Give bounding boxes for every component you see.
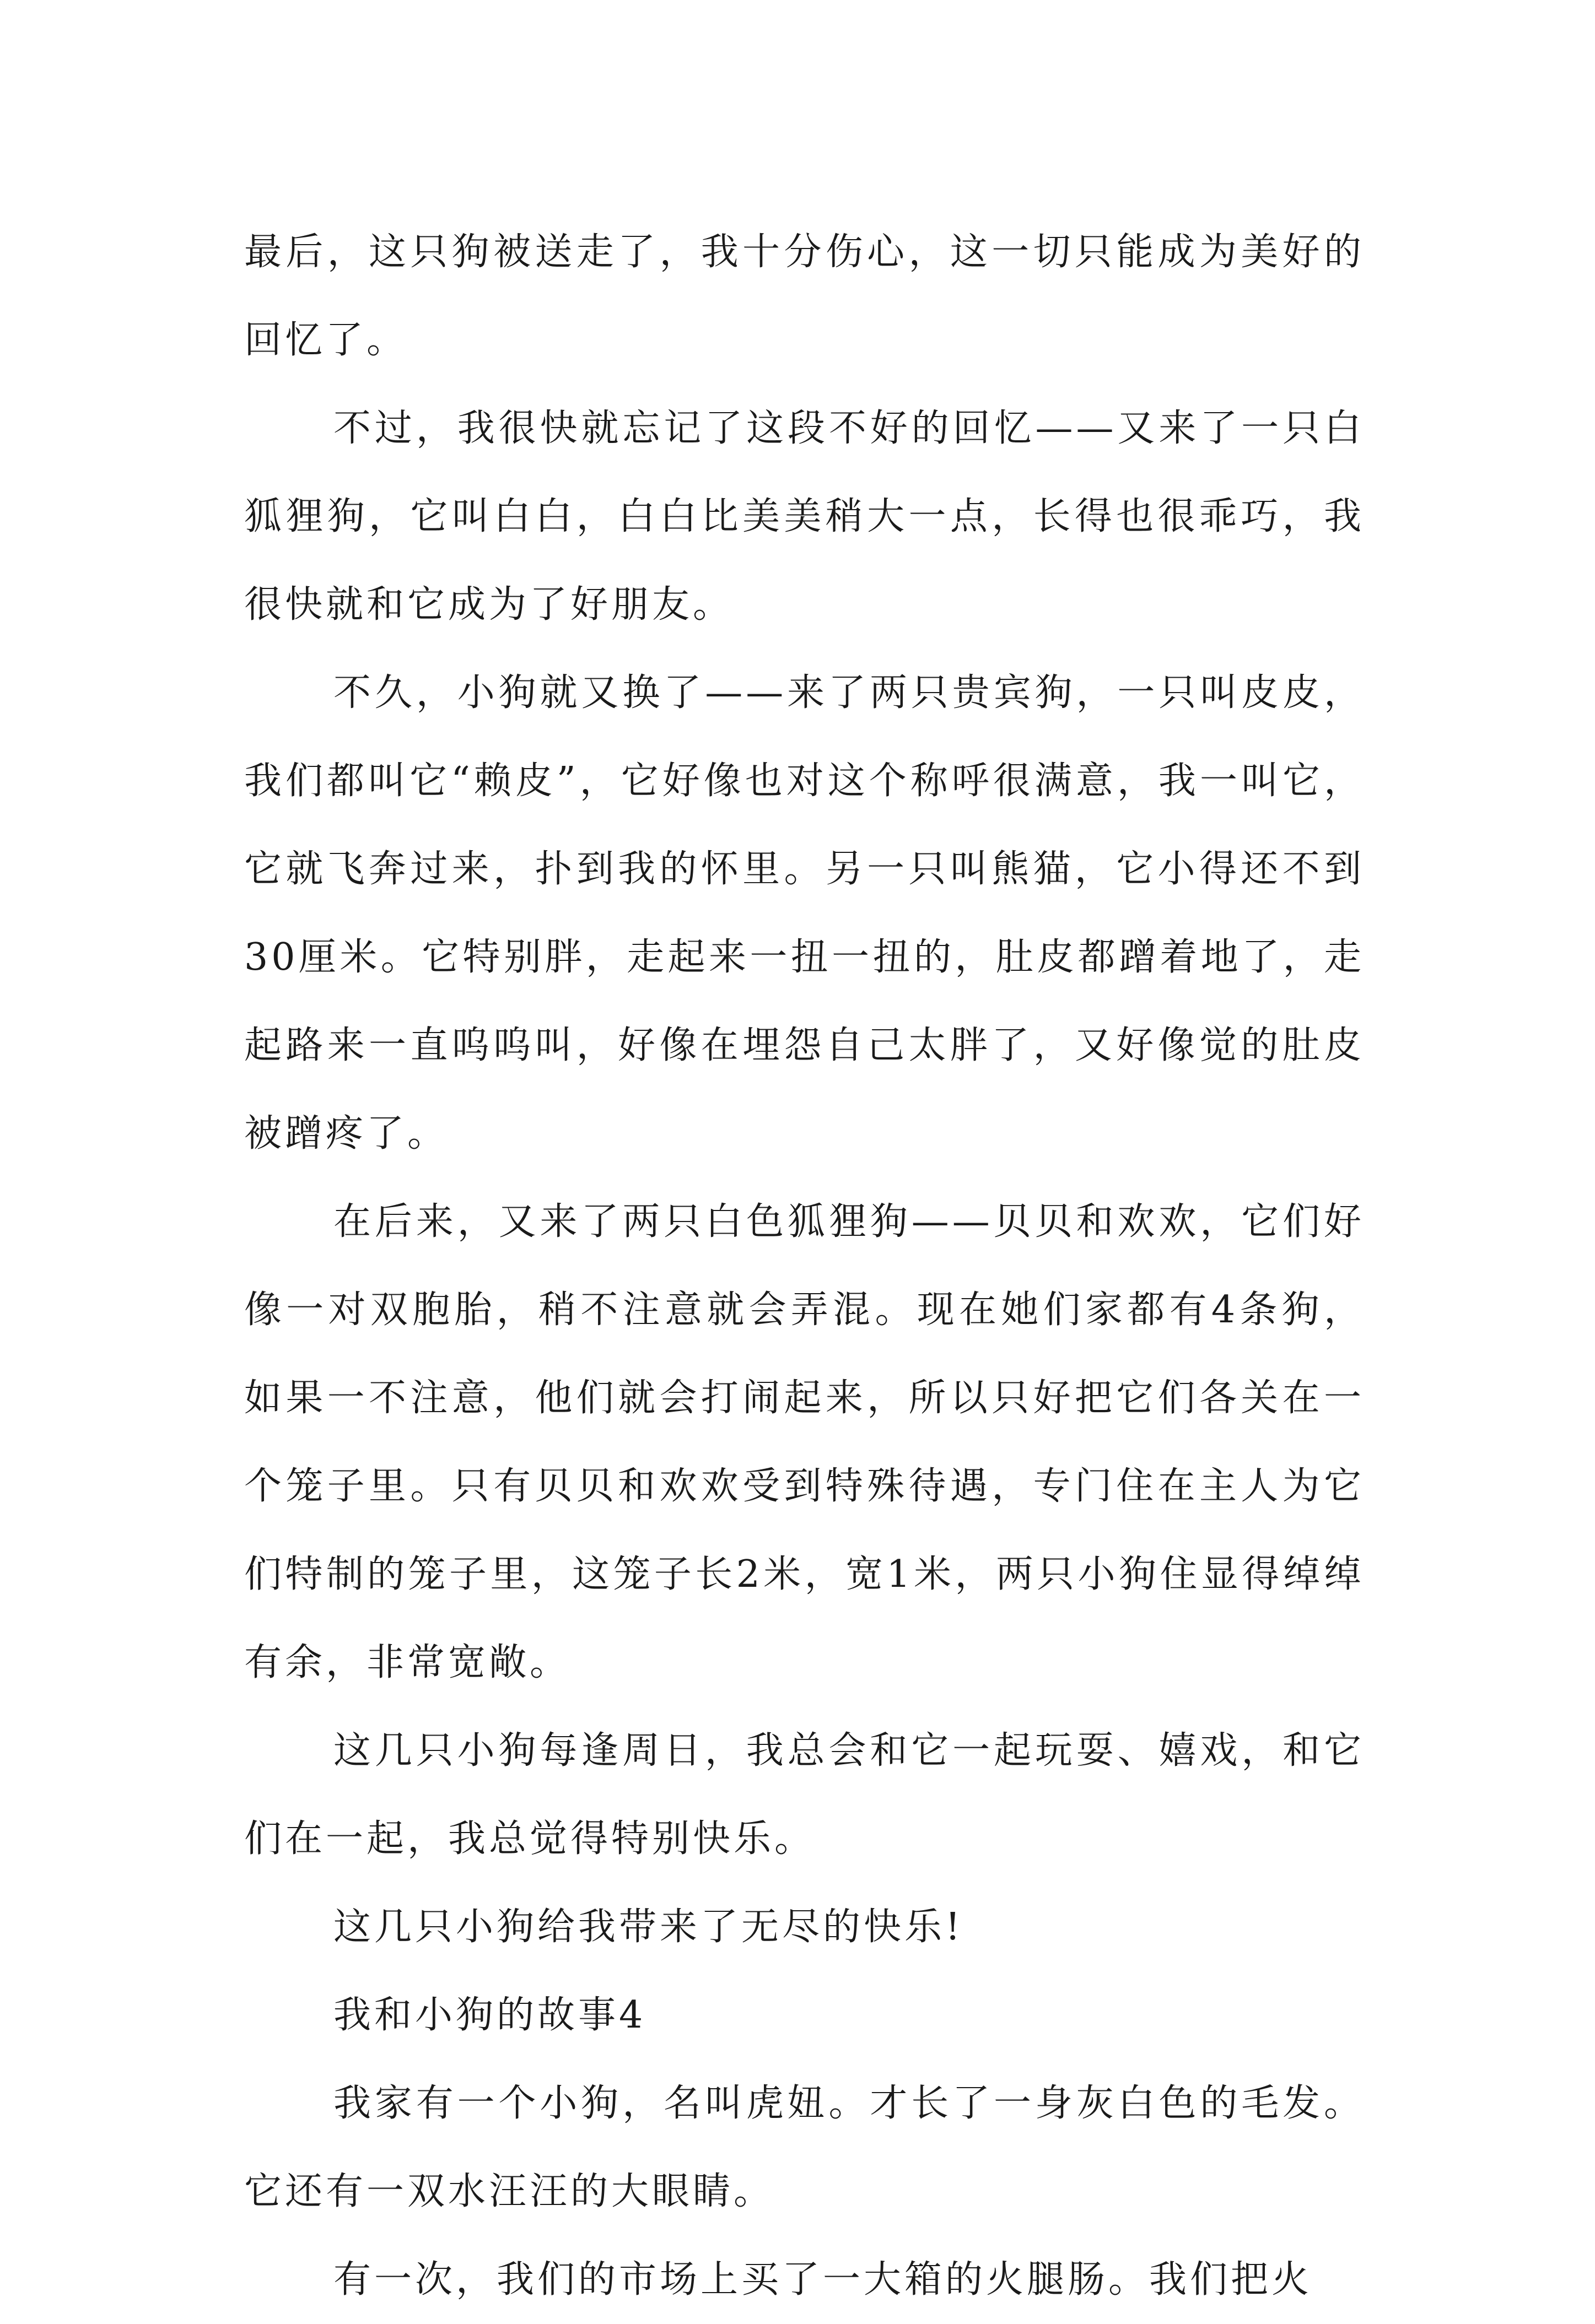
section-heading: 我和小狗的故事4 bbox=[333, 1993, 646, 2037]
document-body bbox=[244, 208, 1365, 2324]
paragraph-2: 不过，我很快就忘记了这段不好的回忆——又来了一只白狐狸狗，它叫白白，白白比美美稍大一点，长得也很乖巧，我很快就和它成为了好朋友。 bbox=[244, 407, 1365, 626]
paragraph-1: 最后，这只狗被送走了，我十分伤心，这一切只能成为美好的回忆了。 bbox=[244, 230, 1365, 362]
paragraph-4: 在后来，又来了两只白色狐狸狗——贝贝和欢欢，它们好像一对双胞胎，稍不注意就会弄混。现在她们家都有4条狗，如果一不注意，他们就会打闹起来，所以只好把它们各关在一个笼子里。只有贝贝和欢欢受到特殊待遇，专门住在主人为它们特制的笼子里，这笼子长2米，宽1米，两只小狗住显得绰绰有余，非常宽敞。 bbox=[244, 1200, 1365, 1684]
paragraph-6: 这几只小狗给我带来了无尽的快乐! bbox=[333, 1905, 964, 1949]
paragraph-5: 这几只小狗每逢周日，我总会和它一起玩耍、嬉戏，和它们在一起，我总觉得特别快乐。 bbox=[244, 1729, 1365, 1861]
paragraph-7: 我家有一个小狗，名叫虎妞。才长了一身灰白色的毛发。它还有一双水汪汪的大眼睛。 bbox=[244, 2082, 1365, 2213]
paragraph-8: 有一次，我们的市场上买了一大箱的火腿肠。我们把火 bbox=[333, 2258, 1313, 2301]
paragraph-3: 不久，小狗就又换了——来了两只贵宾狗，一只叫皮皮，我们都叫它“赖皮”，它好像也对这个称呼很满意，我一叫它，它就飞奔过来，扑到我的怀里。另一只叫熊猫，它小得还不到30厘米。它特别胖，走起来一扭一扭的，肚皮都蹭着地了，走起路来一直呜呜叫，好像在埋怨自己太胖了，又好像觉的肚皮被蹭疼了。 bbox=[244, 671, 1365, 1155]
